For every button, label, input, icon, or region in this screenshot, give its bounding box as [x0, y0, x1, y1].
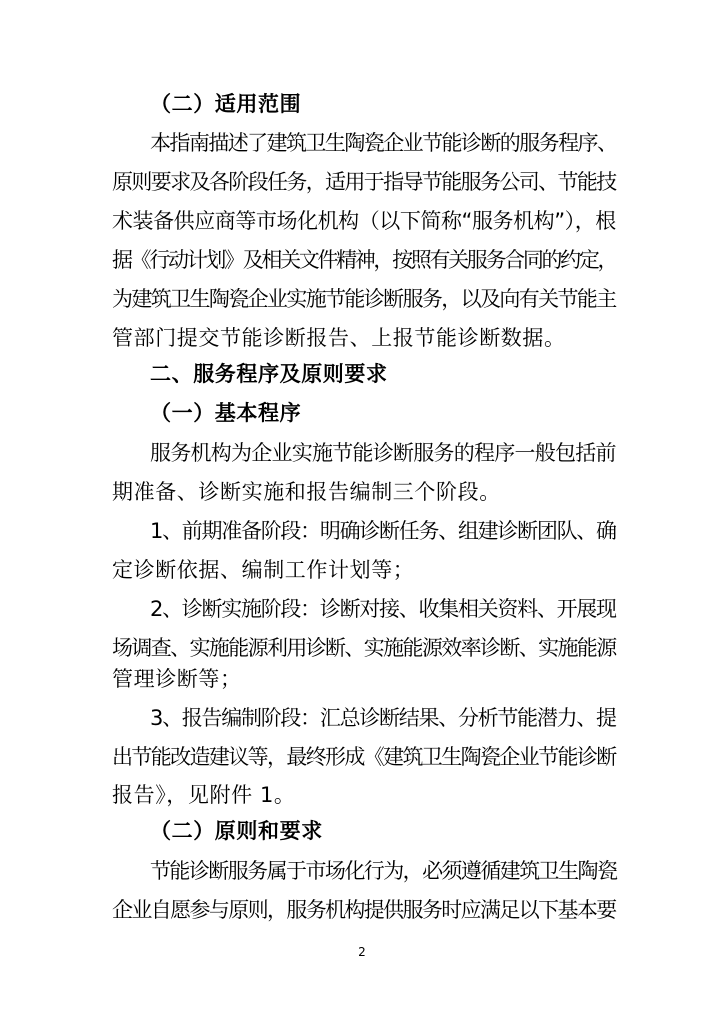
paragraph-line: 1、前期准备阶段：明确诊断任务、组建诊断团队、确 [150, 519, 616, 543]
paragraph-line: 据《行动计划》及相关文件精神，按照有关服务合同的约定， [112, 248, 617, 272]
section-heading: 二、服务程序及原则要求 [150, 362, 388, 386]
paragraph-line: 为建筑卫生陶瓷企业实施节能诊断服务，以及向有关节能主 [112, 287, 616, 311]
paragraph-line: 企业自愿参与原则，服务机构提供服务时应满足以下基本要 [112, 898, 616, 922]
paragraph-line: 节能诊断服务属于市场化行为，必须遵循建筑卫生陶瓷 [150, 859, 617, 883]
paragraph-line: 管理诊断等； [112, 667, 242, 691]
subheading-procedure: （一）基本程序 [150, 401, 302, 425]
subheading-scope: （二）适用范围 [150, 92, 302, 116]
paragraph-line: 服务机构为企业实施节能诊断服务的程序一般包括前 [150, 441, 616, 465]
paragraph-line: 术装备供应商等市场化机构（以下简称“服务机构”），根 [112, 209, 616, 233]
paragraph-line: 2、诊断实施阶段：诊断对接、收集相关资料、开展现 [150, 597, 616, 621]
page-number: 2 [358, 945, 366, 959]
paragraph-line: 期准备、诊断实施和报告编制三个阶段。 [112, 480, 501, 504]
paragraph-line: 报告》，见附件 1。 [112, 783, 296, 807]
subheading-principles: （二）原则和要求 [150, 819, 323, 843]
paragraph-line: 3、报告编制阶段：汇总诊断结果、分析节能潜力、提 [150, 706, 616, 730]
paragraph-line: 本指南描述了建筑卫生陶瓷企业节能诊断的服务程序、 [150, 131, 617, 155]
paragraph-line: 定诊断依据、编制工作计划等； [112, 558, 415, 582]
paragraph-line: 场调查、实施能源利用诊断、实施能源效率诊断、实施能源 [112, 636, 616, 660]
paragraph-line: 管部门提交节能诊断报告、上报节能诊断数据。 [112, 326, 566, 350]
paragraph-line: 出节能改造建议等，最终形成《建筑卫生陶瓷企业节能诊断 [112, 745, 616, 769]
paragraph-line: 原则要求及各阶段任务，适用于指导节能服务公司、节能技 [112, 170, 616, 194]
